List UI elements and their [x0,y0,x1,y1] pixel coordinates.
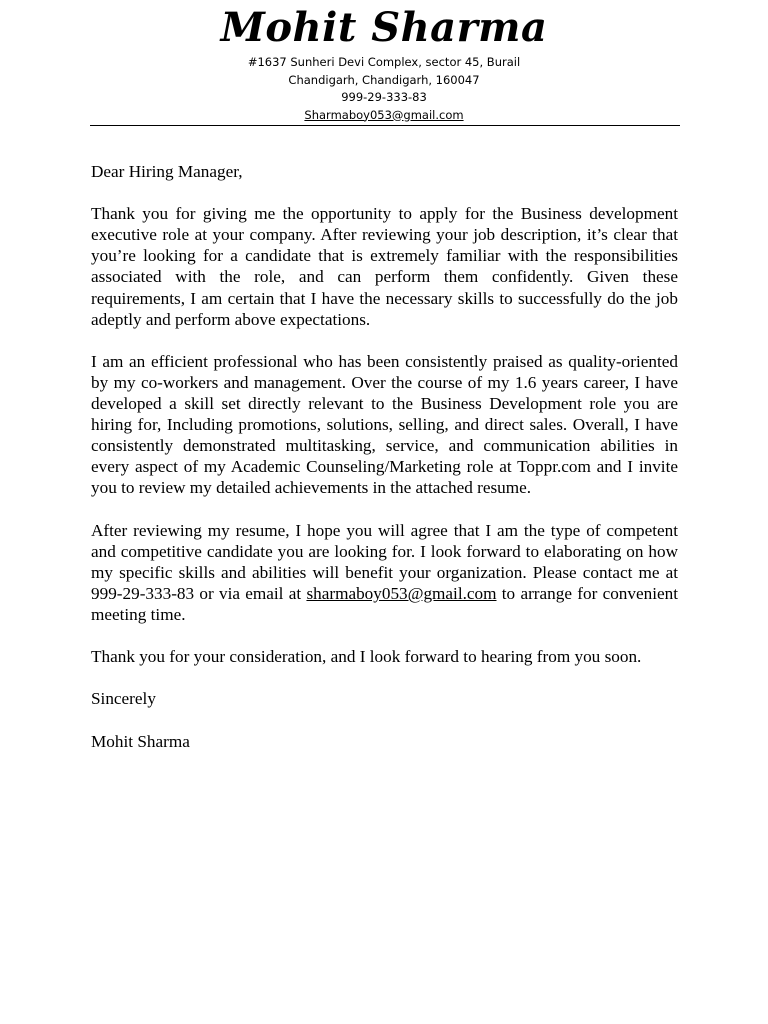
closing: Sincerely [91,689,156,709]
salutation: Dear Hiring Manager, [91,162,243,181]
letter-body [91,161,678,773]
letterhead [0,2,768,124]
paragraph-contact [91,520,678,625]
address-line-1: #1637 Sunheri Devi Complex, sector 45, Burail [247,55,521,69]
paragraph-closing: Thank you for your consideration, and I look forward to hearing from you soon. [91,647,642,667]
paragraph-contact-text: After reviewing my resume, I hope you will agree that I am the type of competent and competitive candidate you are looking for. I look forward to elaborating on how my specific skills and abilities will benefit your organization. Please contact me at 999-29-333-83 or via email at [91,520,678,603]
header-divider [90,125,680,126]
address-line-2: Chandigarh, Chandigarh, 160047 [288,72,480,87]
paragraph-intro: Thank you for giving me the opportunity to apply for the Business development executive role at your company. After reviewing your job description, it’s clear that you’re looking for a candidate that is extremely familiar with the responsibilities associated with the role, and can perform them confidently. Given these requirements, I am certain that I have the necessary skills to successfully do the job adeptly and perform above expectations. [91,204,678,329]
header-email-link[interactable]: Sharmaboy053@gmail.com [304,107,464,122]
sender-name: Mohit Sharma [220,4,548,51]
phone-number: 999-29-333-83 [341,90,427,104]
signature: Mohit Sharma [91,731,190,751]
paragraph-contact-text-end: to arrange for convenient meeting time. [91,583,678,624]
body-email-link[interactable]: sharmaboy053@gmail.com [306,583,497,603]
paragraph-experience: I am an efficient professional who has been consistently praised as quality-oriented by my co-workers and management. Over the course of my 1.6 years career, I have developed a skill set directly relevant to the Business Development role you are hiring for, Including promotions, solutions, selling, and direct sales. Overall, I have consistently demonstrated multitasking, service, and communication abilities in every aspect of my Academic Counseling/Marketing role at Toppr.com and I invite you to review my detailed achievements in the attached resume. [91,351,678,498]
